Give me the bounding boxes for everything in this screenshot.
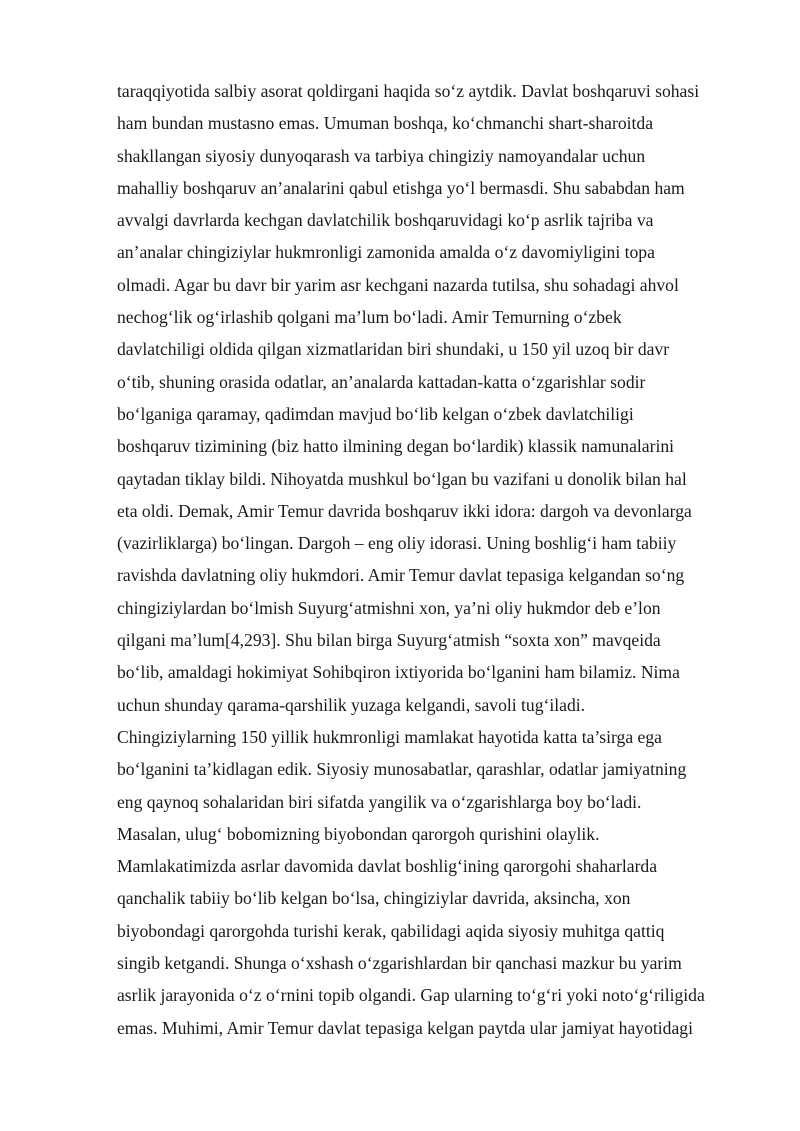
text-line: mahalliy boshqaruv an’analarini qabul etishga yo‘l bermasdi. Shu sababdan ham bbox=[117, 177, 685, 198]
body-text bbox=[117, 75, 747, 1044]
text-line: davlatchiligi oldida qilgan xizmatlaridan biri shundaki, u 150 yil uzoq bir davr bbox=[117, 339, 670, 360]
text-line: ravishda davlatning oliy hukmdori. Amir Temur davlat tepasiga kelgandan so‘ng bbox=[117, 565, 685, 586]
text-line: boshqaruv tizimining (biz hatto ilmining degan bo‘lardik) klassik namunalarini bbox=[117, 436, 675, 457]
text-line: nechog‘lik og‘irlashib qolgani ma’lum bo‘ladi. Amir Temurning o‘zbek bbox=[117, 307, 622, 328]
text-line: an’analar chingiziylar hukmronligi zamonida amalda o‘z davomiyligini topa bbox=[117, 242, 655, 263]
text-line: avvalgi davrlarda kechgan davlatchilik boshqaruvidagi ko‘p asrlik tajriba va bbox=[117, 210, 654, 231]
text-line: eng qaynoq sohalaridan biri sifatda yangilik va o‘zgarishlarga boy bo‘ladi. bbox=[117, 791, 642, 812]
text-line: singib ketgandi. Shunga o‘xshash o‘zgarishlardan bir qanchasi mazkur bu yarim bbox=[117, 953, 682, 974]
text-line: Mamlakatimizda asrlar davomida davlat boshlig‘ining qarorgohi shaharlarda bbox=[117, 856, 658, 877]
text-line: bo‘lganini ta’kidlagan edik. Siyosiy munosabatlar, qarashlar, odatlar jamiyatning bbox=[117, 759, 687, 780]
text-line: Chingiziylarning 150 yillik hukmronligi mamlakat hayotida katta ta’sirga ega bbox=[117, 726, 662, 747]
text-line: Masalan, ulug‘ bobomizning biyobondan qarorgoh qurishini olaylik. bbox=[117, 823, 600, 844]
text-line: bo‘lganiga qaramay, qadimdan mavjud bo‘lib kelgan o‘zbek davlatchiligi bbox=[117, 403, 634, 424]
text-line: shakllangan siyosiy dunyoqarash va tarbiya chingiziy namoyandalar uchun bbox=[117, 145, 646, 166]
text-line: qaytadan tiklay bildi. Nihoyatda mushkul bo‘lgan bu vazifani u donolik bilan hal bbox=[117, 468, 687, 489]
text-line: chingiziylardan bo‘lmish Suyurg‘atmishni xon, ya’ni oliy hukmdor deb e’lon bbox=[117, 597, 661, 618]
text-line: bo‘lib, amaldagi hokimiyat Sohibqiron ixtiyorida bo‘lganini ham bilamiz. Nima bbox=[117, 662, 680, 683]
text-line: biyobondagi qarorgohda turishi kerak, qabilidagi aqida siyosiy muhitga qattiq bbox=[117, 920, 665, 941]
text-line: olmadi. Agar bu davr bir yarim asr kechgani nazarda tutilsa, shu sohadagi ahvol bbox=[117, 274, 679, 295]
text-line: o‘tib, shuning orasida odatlar, an’analarda kattadan-katta o‘zgarishlar sodir bbox=[117, 371, 646, 392]
text-line: taraqqiyotida salbiy asorat qoldirgani haqida so‘z aytdik. Davlat boshqaruvi sohasi bbox=[117, 81, 700, 101]
text-line: eta oldi. Demak, Amir Temur davrida boshqaruv ikki idora: dargoh va devonlarga bbox=[117, 500, 692, 521]
text-line: emas. Muhimi, Amir Temur davlat tepasiga kelgan paytda ular jamiyat hayotidagi bbox=[117, 1017, 693, 1038]
text-line: qilgani ma’lum[4,293]. Shu bilan birga Suyurg‘atmish “soxta xon” mavqeida bbox=[117, 630, 661, 651]
text-line: uchun shunday qarama-qarshilik yuzaga kelgandi, savoli tug‘iladi. bbox=[117, 694, 586, 715]
text-line: qanchalik tabiiy bo‘lib kelgan bo‘lsa, chingiziylar davrida, aksincha, xon bbox=[117, 888, 631, 909]
text-line: ham bundan mustasno emas. Umuman boshqa, ko‘chmanchi shart-sharoitda bbox=[117, 113, 653, 134]
text-line: (vazirliklarga) bo‘lingan. Dargoh – eng oliy idorasi. Uning boshlig‘i ham tabiiy bbox=[117, 533, 677, 554]
text-line: asrlik jarayonida o‘z o‘rnini topib olgandi. Gap ularning to‘g‘ri yoki noto‘g‘riligida bbox=[117, 985, 705, 1006]
